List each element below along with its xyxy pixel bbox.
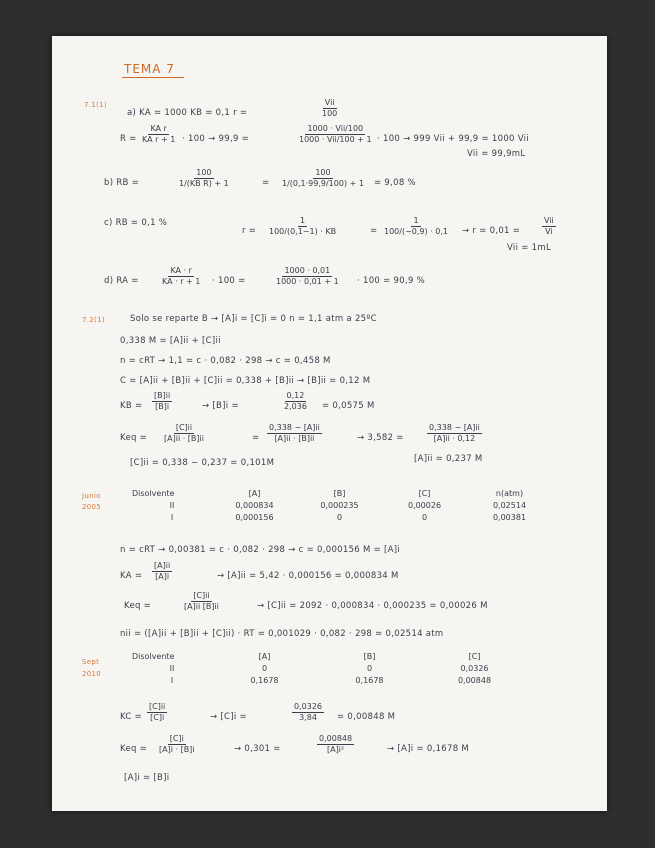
q2-line2: 0,338 M = [A]ii + [C]ii	[120, 336, 221, 346]
fraction-numerator: [A]ii	[154, 561, 171, 570]
table-cell: I	[170, 676, 174, 685]
table-cell: 0,00848	[457, 676, 492, 685]
q1c-label: c) RB = 0,1 %	[104, 218, 168, 228]
table-cell: 0,02514	[492, 501, 527, 510]
table-header-cell: [B]	[363, 652, 376, 661]
q2-keq-fraction-3	[427, 423, 482, 444]
q3-keq-fraction	[182, 591, 221, 612]
fraction-numerator: 100	[196, 168, 212, 177]
table-row	[132, 501, 552, 510]
fraction-denominator: 3,84	[299, 713, 317, 722]
fraction-denominator: Vi	[545, 227, 553, 236]
q1d-step: · 100 =	[212, 276, 246, 286]
fraction-numerator: KA · r	[170, 266, 192, 275]
q1a-big-fraction	[297, 124, 374, 145]
fraction-denominator: [C]i	[150, 713, 165, 722]
fraction-denominator: [A]i²	[326, 745, 345, 754]
equals-sign: =	[262, 178, 270, 188]
fraction-denominator: KA r + 1	[142, 135, 176, 144]
q3-keq-result: → [C]ii = 2092 · 0,000834 · 0,000235 = 0,00026 M	[257, 601, 488, 611]
q4-kc-fraction	[147, 702, 167, 723]
table-cell: 0,000235	[320, 501, 359, 510]
q1a-line: a) KA = 1000 KB = 0,1 r =	[127, 108, 248, 118]
fraction-numerator: [C]ii	[175, 423, 193, 432]
q1c-step: → r = 0,01 =	[462, 226, 521, 236]
notebook-page	[52, 36, 607, 811]
table-header-cell: [C]	[418, 489, 431, 498]
q4-keq-fraction-2	[317, 734, 354, 755]
q3-ka-label: KA =	[120, 571, 143, 581]
table-cell: II	[169, 501, 175, 510]
fraction-denominator: 2,036	[284, 402, 307, 411]
fraction-numerator: 1000 · Vii/100	[307, 124, 364, 133]
table-cell: 0	[261, 664, 268, 673]
fraction-denominator: [A]ii [B]ii	[184, 602, 219, 611]
q4-keq-label: Keq =	[120, 744, 148, 754]
q1c-fraction-2	[382, 216, 450, 237]
margin-label-q3a: Junio	[82, 492, 101, 500]
q2-kb-result: = 0,0575 M	[322, 401, 375, 411]
table-header	[132, 489, 552, 498]
equals-sign: =	[370, 226, 378, 236]
q4-keq-fraction	[157, 734, 197, 755]
q1d-fraction-1	[160, 266, 202, 287]
fraction-numerator: [C]ii	[193, 591, 210, 600]
table-cell: 0,0326	[460, 664, 489, 673]
q2-kb-label: KB =	[120, 401, 143, 411]
margin-label-q3b: 2005	[82, 503, 102, 511]
q4-kc-result: = 0,00848 M	[337, 712, 396, 722]
margin-label-q4a: Sept	[82, 658, 100, 666]
q1d-result: · 100 = 90,9 %	[357, 276, 426, 286]
table-header-cell: Disolvente	[132, 489, 175, 498]
q4-keq-step: → 0,301 =	[234, 744, 281, 754]
q2-kb-fraction-2	[282, 391, 309, 412]
fraction-numerator: [C]i	[169, 734, 184, 743]
q1a-r-fraction	[320, 98, 339, 119]
q4-table	[132, 652, 552, 685]
margin-label-q4b: 2010	[82, 670, 102, 678]
q4-keq-result: → [A]i = 0,1678 M	[387, 744, 470, 754]
fraction-denominator: [A]ii · [B]ii	[274, 434, 315, 443]
fraction-numerator: 0,338 − [A]ii	[269, 423, 320, 432]
q3-ka-result: → [A]ii = 5,42 · 0,000156 = 0,000834 M	[217, 571, 399, 581]
q3-line1: n = cRT → 0,00381 = c · 0,082 · 298 → c = 0,000156 M = [A]i	[120, 545, 401, 555]
q3-keq-label: Keq =	[124, 601, 152, 611]
q1d-label: d) RA =	[104, 276, 139, 286]
table-cell: I	[170, 513, 174, 522]
table-cell: 0	[366, 664, 373, 673]
table-cell: 0,1678	[355, 676, 384, 685]
q1d-fraction-2	[274, 266, 341, 287]
fraction-numerator: 0,338 − [A]ii	[429, 423, 480, 432]
q1b-result: = 9,08 %	[374, 178, 416, 188]
q2-final-c: [C]ii = 0,338 − 0,237 = 0,101M	[130, 458, 275, 468]
fraction-denominator: [A]ii · [B]ii	[164, 434, 204, 443]
q4-final: [A]i = [B]i	[124, 773, 170, 783]
table-header-cell: Disolvente	[132, 652, 175, 661]
q3-table	[132, 489, 552, 522]
fraction-numerator: 1	[300, 216, 306, 225]
fraction-numerator: Vii	[544, 216, 554, 225]
fraction-denominator: 1000 · Vii/100 + 1	[299, 135, 372, 144]
q1b-fraction-1	[177, 168, 231, 189]
table-row	[132, 676, 552, 685]
q2-keq-fraction-1	[162, 423, 206, 444]
fraction-denominator: 100/(−0,9) · 0,1	[384, 227, 448, 236]
fraction-numerator: KA r	[150, 124, 167, 133]
q2-kb-fraction	[152, 391, 172, 412]
q2-line4: C = [A]ii + [B]ii + [C]ii = 0,338 + [B]ii → [B]ii = 0,12 M	[120, 376, 371, 386]
q2-keq-fraction-2	[267, 423, 322, 444]
table-header-cell: [C]	[468, 652, 481, 661]
q2-keq-label: Keq =	[120, 433, 148, 443]
fraction-numerator: 0,0326	[294, 702, 322, 711]
fraction-denominator: [A]i	[155, 572, 170, 581]
q1a-R-label: R =	[120, 134, 137, 144]
page-title: TEMA 7	[124, 62, 175, 76]
q2-line3: n = cRT → 1,1 = c · 0,082 · 298 → c = 0,458 M	[120, 356, 331, 366]
table-cell: 0,000156	[235, 513, 274, 522]
q2-final-a: [A]ii = 0,237 M	[414, 454, 483, 464]
fraction-denominator: [A]i · [B]i	[159, 745, 195, 754]
fraction-numerator: 0,00848	[319, 734, 353, 743]
fraction-denominator: 100	[322, 109, 338, 118]
q4-kc-step: → [C]i =	[210, 712, 247, 722]
table-cell: 0,00026	[407, 501, 442, 510]
table-row	[132, 513, 552, 522]
table-cell: 0,1678	[250, 676, 279, 685]
fraction-denominator: [A]ii · 0,12	[433, 434, 476, 443]
q1c-r-label: r =	[242, 226, 257, 236]
table-cell: 0	[336, 513, 343, 522]
fraction-numerator: [B]ii	[154, 391, 171, 400]
fraction-denominator: [B]i	[155, 402, 170, 411]
q1a-step: · 100 → 99,9 =	[182, 134, 250, 144]
fraction-numerator: 1000 · 0,01	[284, 266, 331, 275]
table-header-cell: [A]	[258, 652, 271, 661]
fraction-denominator: 1/(0,1·99,9/100) + 1	[282, 179, 364, 188]
title-underline	[122, 77, 184, 78]
q1c-fraction-1	[267, 216, 338, 237]
equals-sign: =	[252, 433, 260, 443]
q3-ka-fraction	[152, 561, 172, 582]
fraction-numerator: 100	[315, 168, 331, 177]
q1c-fraction-3	[542, 216, 556, 237]
fraction-denominator: 1000 · 0,01 + 1	[276, 277, 339, 286]
q1c-result: Vii = 1mL	[507, 243, 552, 253]
fraction-numerator: [C]ii	[149, 702, 166, 711]
q4-kc-label: KC =	[120, 712, 143, 722]
fraction-denominator: KA · r + 1	[162, 277, 201, 286]
fraction-numerator: 1	[413, 216, 419, 225]
table-header	[132, 652, 552, 661]
table-header-cell: n(atm)	[495, 489, 524, 498]
table-cell: 0,00381	[492, 513, 527, 522]
table-header-cell: [A]	[248, 489, 261, 498]
table-cell: II	[169, 664, 175, 673]
q1a-result: Vii = 99,9mL	[467, 149, 526, 159]
q2-kb-step: → [B]i =	[202, 401, 239, 411]
fraction-numerator: 0,12	[286, 391, 305, 400]
q2-keq-step: → 3,582 =	[357, 433, 404, 443]
table-cell: 0,000834	[235, 501, 274, 510]
q2-line1: Solo se reparte B → [A]i = [C]i = 0 n = 1,1 atm a 25ºC	[130, 314, 377, 324]
table-row	[132, 664, 552, 673]
fraction-numerator: Vii	[324, 98, 335, 107]
fraction-denominator: 1/(KB R) + 1	[179, 179, 229, 188]
q1a-step2: · 100 → 999 Vii + 99,9 = 1000 Vii	[377, 134, 529, 144]
fraction-denominator: 100/(0,1−1) · KB	[269, 227, 337, 236]
q1b-fraction-2	[280, 168, 366, 189]
q1b-label: b) RB =	[104, 178, 140, 188]
margin-label-q2: 7.2(1)	[82, 316, 105, 324]
table-header-cell: [B]	[333, 489, 346, 498]
margin-label-q1: 7.1(1)	[84, 101, 107, 109]
q4-kc-fraction-2	[292, 702, 324, 723]
table-cell: 0	[421, 513, 428, 522]
q1a-R-fraction	[140, 124, 177, 145]
q3-final: nii = ([A]ii + [B]ii + [C]ii) · RT = 0,001029 · 0,082 · 298 = 0,02514 atm	[120, 629, 444, 639]
